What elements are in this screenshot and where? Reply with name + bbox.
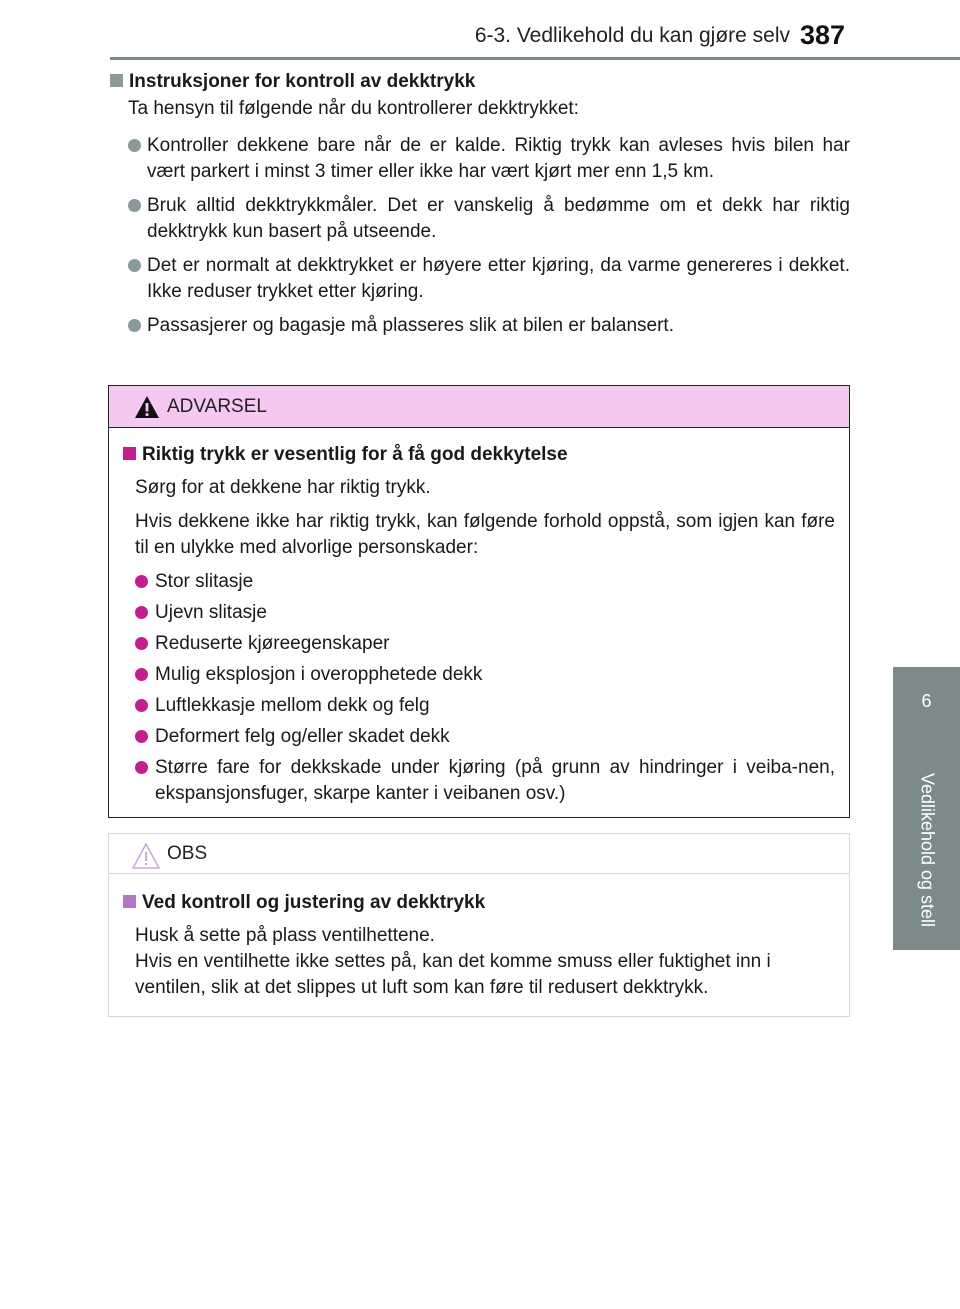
warning-heading-text: Riktig trykk er vesentlig for å få god dekkytelse <box>142 444 568 465</box>
warning-heading <box>123 444 835 466</box>
warning-triangle-icon <box>134 395 160 419</box>
list-item-text: Luftlekkasje mellom dekk og felg <box>155 695 430 716</box>
list-item <box>128 313 850 339</box>
header-rule <box>110 57 960 60</box>
list-item-text: Det er normalt at dekktrykket er høyere etter kjøring, da varme genereres i dekket. Ikke reduser trykket etter kjøring. <box>147 255 850 302</box>
list-item-text: Mulig eksplosjon i overopphetede dekk <box>155 664 483 685</box>
chapter-tab <box>893 749 960 950</box>
circle-bullet-icon <box>128 199 141 212</box>
list-item <box>135 755 835 807</box>
circle-bullet-icon <box>135 699 148 712</box>
list-item <box>135 600 835 626</box>
square-bullet-icon <box>110 74 123 87</box>
list-item-text: Større fare for dekkskade under kjøring (på grunn av hindringer i veiba-nen, ekspansjonsfuger, skarpe kanter i veibanen osv.) <box>155 757 835 804</box>
list-item <box>135 631 835 657</box>
warning-header <box>109 386 849 428</box>
bullet-list <box>128 133 850 347</box>
circle-bullet-icon <box>135 637 148 650</box>
notice-title: OBS <box>167 843 208 864</box>
square-bullet-icon <box>123 895 136 908</box>
list-item-text: Bruk alltid dekktrykkmåler. Det er vanskelig å bedømme om et dekk har riktig dekktrykk kun basert på utseende. <box>147 195 850 242</box>
warning-list <box>123 569 835 807</box>
notice-header <box>109 834 849 874</box>
list-item <box>128 253 850 305</box>
section-title: 6-3. Vedlikehold du kan gjøre selv <box>474 24 790 47</box>
list-item-text: Passasjerer og bagasje må plasseres slik at bilen er balansert. <box>147 315 674 336</box>
warning-title: ADVARSEL <box>167 396 267 417</box>
notice-body <box>109 874 849 1001</box>
section-heading <box>110 71 475 93</box>
warning-body <box>109 428 849 807</box>
list-item-text: Reduserte kjøreegenskaper <box>155 633 390 654</box>
section-heading-text: Instruksjoner for kontroll av dekktrykk <box>129 71 476 92</box>
intro-text: Ta hensyn til følgende når du kontrollerer dekktrykket: <box>128 98 579 119</box>
warning-paragraph: Hvis dekkene ikke har riktig trykk, kan følgende forhold oppstå, som igjen kan føre til en ulykke med alvorlige personskader: <box>135 511 835 558</box>
circle-bullet-icon <box>135 761 148 774</box>
notice-line: Hvis en ventilhette ikke settes på, kan det komme smuss eller fuktighet inn i ventilen, slik at det slippes ut luft som kan føre til redusert dekktrykk. <box>135 951 771 998</box>
chapter-tab-number: 6 <box>893 667 960 749</box>
circle-bullet-icon <box>128 319 141 332</box>
notice-heading <box>123 892 835 914</box>
list-item <box>135 693 835 719</box>
list-item <box>135 662 835 688</box>
list-item-text: Kontroller dekkene bare når de er kalde. Riktig trykk kan avleses hvis bilen har vært parkert i minst 3 timer eller ikke har vært kjørt mer enn 1,5 km. <box>147 135 850 182</box>
circle-bullet-icon <box>128 259 141 272</box>
list-item <box>128 193 850 245</box>
notice-heading-text: Ved kontroll og justering av dekktrykk <box>142 892 486 913</box>
circle-bullet-icon <box>135 730 148 743</box>
page-number: 387 <box>800 20 846 50</box>
warning-paragraph: Sørg for at dekkene har riktig trykk. <box>135 477 431 498</box>
list-item-text: Deformert felg og/eller skadet dekk <box>155 726 450 747</box>
caution-triangle-icon <box>131 842 161 870</box>
square-bullet-icon <box>123 447 136 460</box>
circle-bullet-icon <box>135 668 148 681</box>
notice-box <box>108 833 850 1017</box>
list-item <box>128 133 850 185</box>
warning-box <box>108 385 850 818</box>
circle-bullet-icon <box>135 606 148 619</box>
circle-bullet-icon <box>128 139 141 152</box>
chapter-tab-label: Vedlikehold og stell <box>917 772 937 927</box>
notice-line: Husk å sette på plass ventilhettene. <box>135 925 435 946</box>
list-item <box>135 569 835 595</box>
list-item-text: Stor slitasje <box>155 571 254 592</box>
list-item-text: Ujevn slitasje <box>155 602 267 623</box>
circle-bullet-icon <box>135 575 148 588</box>
list-item <box>135 724 835 750</box>
